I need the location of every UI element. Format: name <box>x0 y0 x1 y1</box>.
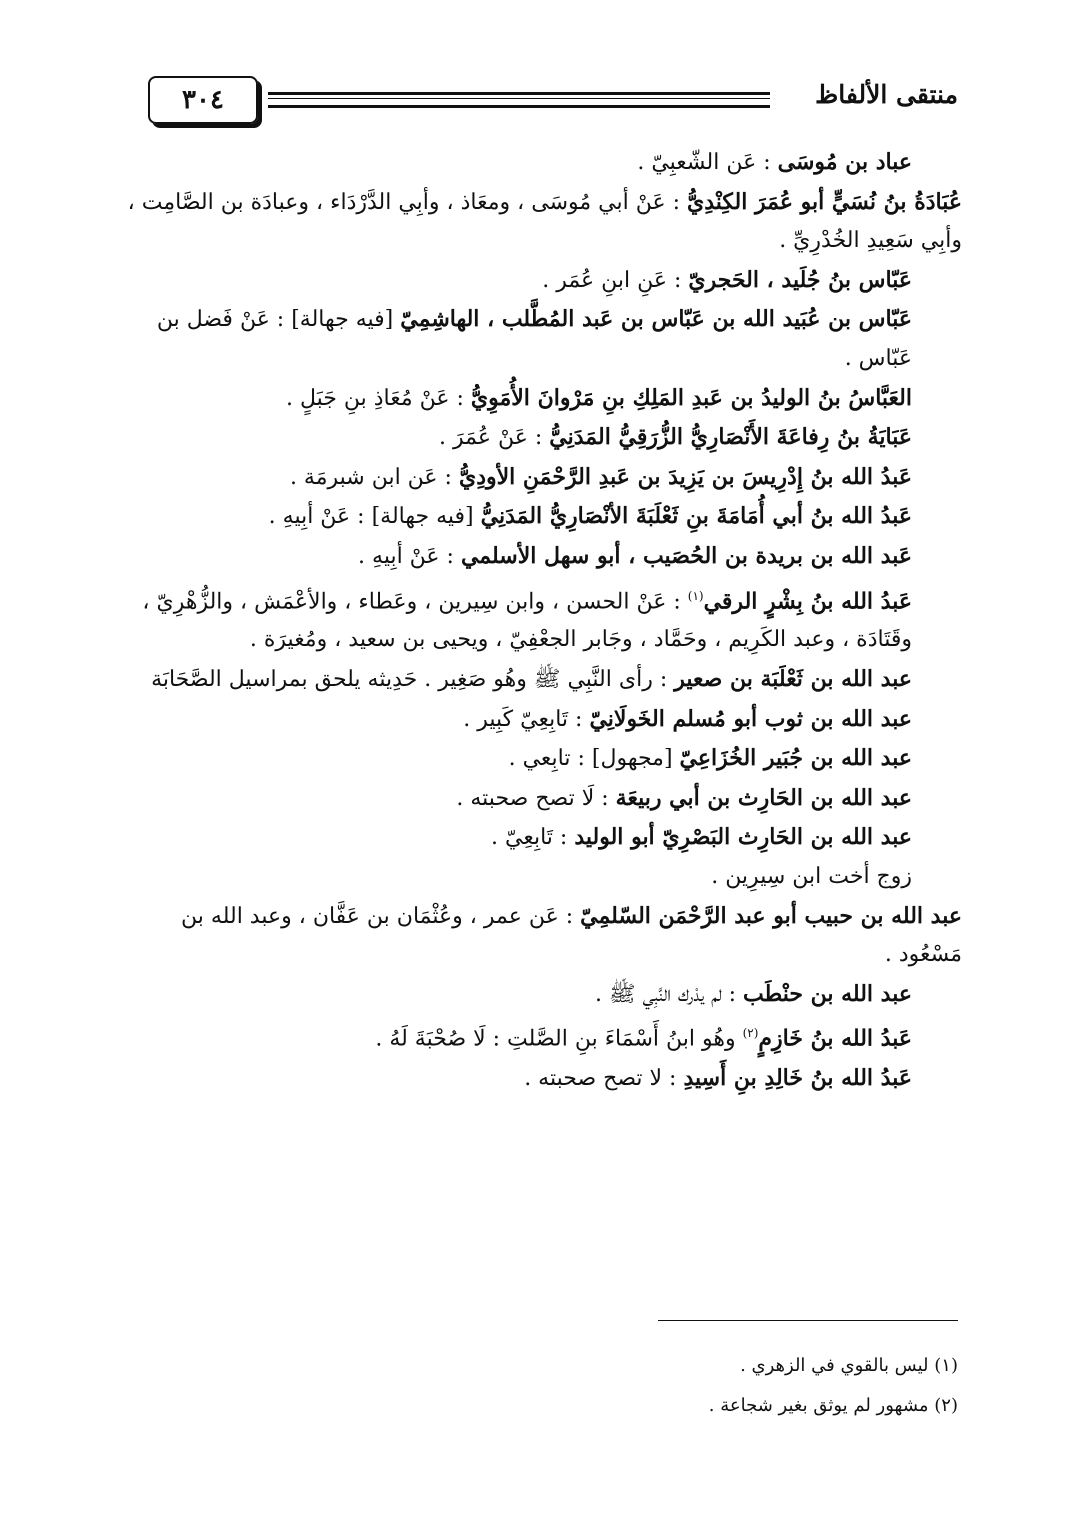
entry-name: عَبَايَةُ بنُ رِفاعَةَ الأَنْصَارِيُّ الزُّرَقِيُّ المَدَنِيُّ <box>549 424 912 451</box>
entry <box>122 143 962 183</box>
entry <box>122 779 962 819</box>
entry-name: عَبد الله بن بريدة بن الحُصَيب ، أبو سهل الأسلمي <box>460 542 912 569</box>
entry-name: عبد الله بن الحَارِث بن أبي ربيعَة <box>615 784 912 811</box>
entry-name: عبد الله بن ثَعْلَبَة بن صعير <box>674 666 912 693</box>
entry-name: عبد الله بن حنْطَب <box>743 980 912 1007</box>
entry-text: : عَن ابن شبرمَة . <box>289 464 459 490</box>
running-title: منتقى الألفاظ <box>815 80 958 109</box>
entry-name: عَبدُ الله بنُ خَازِمٍ <box>758 1025 912 1052</box>
footnote-ref: (٢) <box>742 1026 759 1041</box>
entry-text: : رأى النَّبِي ﷺ وهُو صَغِير . حَدِيثه يلحق بمراسيل الصَّحَابَة <box>151 667 675 693</box>
header-rule <box>268 92 770 108</box>
page-number: ٣٠٤ <box>148 76 258 124</box>
entry <box>122 739 962 779</box>
entry-name: عَبدُ الله بنُ إِدْرِيسَ بن يَزِيدَ بن عَبدِ الرَّحْمَنِ الأودِيُّ <box>458 463 912 490</box>
entry-text: : عَنْ أبِيهِ . <box>358 543 461 569</box>
entry-name: العَبَّاسُ بنُ الوليدُ بن عَبدِ المَلِكِ بنِ مَرْوانَ الأُمَوِيُّ <box>470 384 912 411</box>
entry-text: : تَابِعِيّ كَبِير . <box>463 706 590 732</box>
entry <box>122 818 962 858</box>
entry <box>122 418 962 458</box>
footnote-separator <box>658 1320 958 1321</box>
footnotes <box>500 1346 958 1426</box>
entry <box>122 497 962 537</box>
entry-text: : عَنْ أبي مُوسَى ، ومعَاذ ، وأبِي الدَّرْدَاء ، وعبادَة بن الصَّامِت ، وأبِي سَعِيدِ الخُدْرِيِّ . <box>127 189 962 254</box>
entry-name: عَبدُ الله بنُ بِشْرٍ الرقي <box>703 587 912 614</box>
entry <box>122 379 962 419</box>
entry <box>122 261 962 301</box>
entry-text: زوج أخت ابن سِيرِين . <box>711 864 912 890</box>
entry-text: [مجهول] : تابِعي . <box>508 746 680 772</box>
entry-text: : عَن عمر ، وعُثْمَان بن عَفَّان ، وعبد الله بن مَسْعُود . <box>181 903 962 968</box>
entry <box>122 300 962 378</box>
entry-name: عَبدُ الله بنُ خَالِدِ بنِ أَسِيدِ <box>683 1065 912 1092</box>
entry-text: وهُو ابنُ أَسْمَاءَ بنِ الصَّلتِ : لَا صُحْبَةَ لَهُ . <box>375 1026 743 1052</box>
entry-name: عبد الله بن حبيب أبو عبد الرَّحْمَن السّلمِيّ <box>580 902 962 929</box>
entry-name: عَبّاس بنُ جُلَيد ، الحَجريّ <box>688 266 912 293</box>
entry-text: : عَنْ عُمَرَ . <box>439 425 550 451</box>
entry-name: عبد الله بن ثوب أبو مُسلم الخَولَانِيّ <box>589 705 912 732</box>
entry-text: [فيه جهالة] : عَنْ أبِيهِ . <box>268 504 481 530</box>
entry-name: عبد الله بن الحَارِث البَصْرِيّ أبو الوليد <box>574 824 912 851</box>
footnote: (٢) مشهور لم يوثق بغير شجاعة . <box>708 1395 958 1416</box>
entry-text: : عَنْ الحسن ، وابن سِيرين ، وعَطاء ، والأعْمَش ، والزُّهْرِيّ ، وقَتَادَة ، وعبد الكَرِيم ، وحَمَّاد ، وجَابر الجعْفِيّ ، ويحيى بن سعيد ، ومُغيرَة . <box>142 588 912 653</box>
entry-text: : لا تصح صحبته . <box>524 1066 684 1092</box>
entries-list <box>122 143 962 1099</box>
entry-name: عبد الله بن جُبَير الخُزَاعِيّ <box>679 745 912 772</box>
entry-text: : عَن الشّعبِيّ . <box>637 150 778 175</box>
entry-name: عُبَادَةُ بنُ نُسَيٍّ أبو عُمَرَ الكِنْدِيُّ <box>687 188 962 215</box>
entry-name: عباد بن مُوسَى <box>777 149 912 175</box>
entry-text: : عَنِ ابنِ عُمَر . <box>542 267 689 293</box>
entry <box>122 1014 962 1059</box>
footnote-ref: (١) <box>687 588 704 603</box>
entry-text: : لم يدْرك النَّبِي ﷺ . <box>595 981 744 1007</box>
footnote: (١) ليس بالقوي في الزهري . <box>740 1355 958 1376</box>
entry <box>122 975 962 1015</box>
entry-text: : عَنْ مُعَاذِ بنِ جَبَلٍ . <box>285 385 471 411</box>
entry-text: : لَا تصح صحبته . <box>456 785 616 811</box>
entry <box>122 897 962 975</box>
entry <box>122 858 962 897</box>
entry <box>122 458 962 498</box>
entry <box>122 1059 962 1099</box>
entry <box>122 577 962 661</box>
entry <box>122 700 962 740</box>
entry <box>122 537 962 577</box>
entry <box>122 660 962 700</box>
entry <box>122 183 962 261</box>
entry-text: [فيه جهالة] : عَنْ فَضل بن عَبّاس . <box>156 307 912 371</box>
entry-name: عَبدُ الله بنُ أبي أُمَامَةَ بنِ ثَعْلَبَةَ الأنْصَارِيُّ المَدَنِيُّ <box>480 503 912 530</box>
entry-name: عَبّاس بن عُبَيد الله بن عَبّاس بن عَبد المُطَّلب ، الهاشِمِيّ <box>400 306 912 333</box>
entry-text: : تَابِعِيّ . <box>491 825 575 851</box>
page-header <box>118 66 958 128</box>
